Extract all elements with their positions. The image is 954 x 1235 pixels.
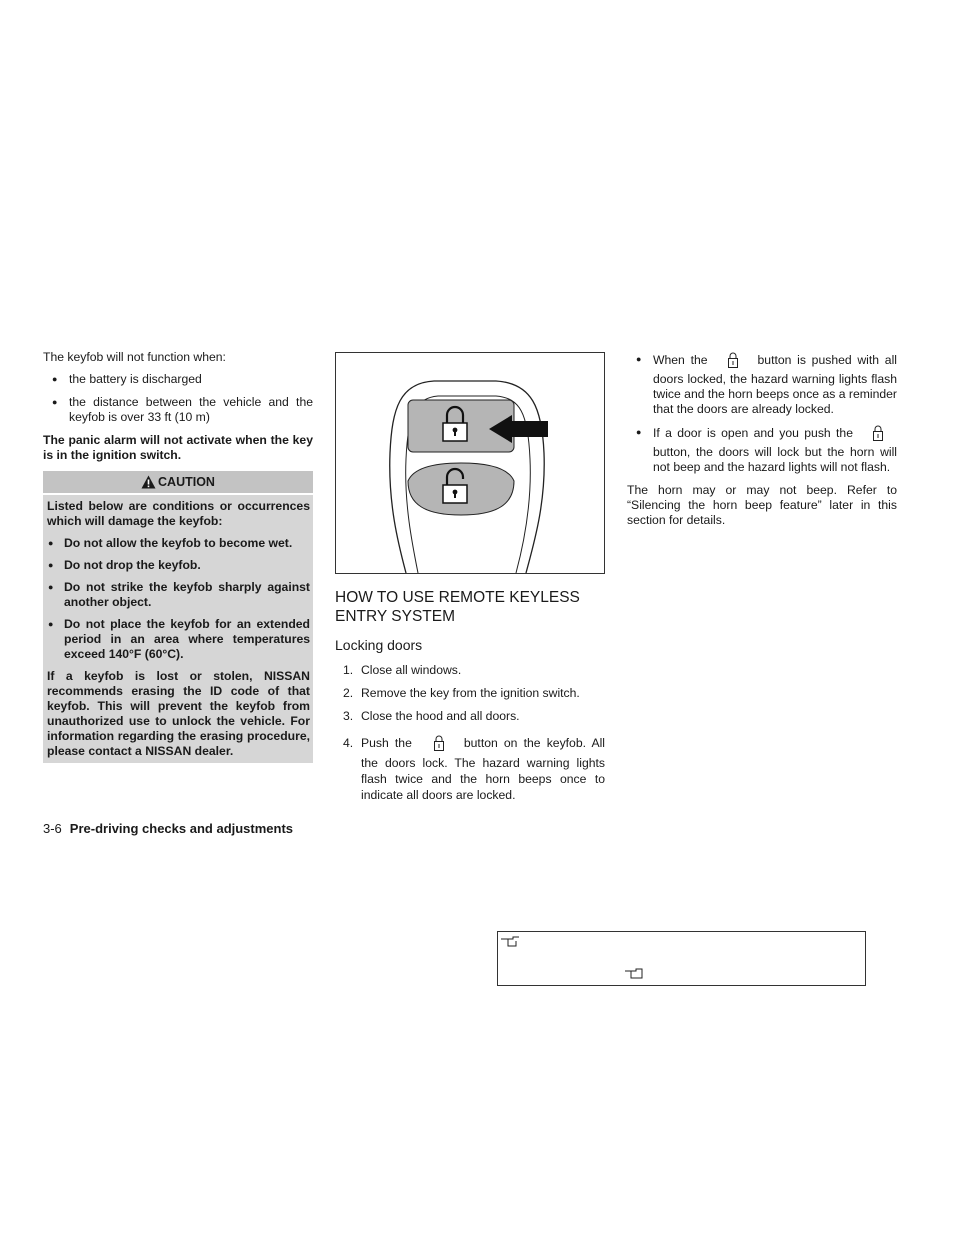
- list-item: [335, 686, 605, 701]
- step-number: 4.: [343, 736, 354, 750]
- step-number: 2.: [343, 686, 354, 700]
- step-text: Push the: [361, 736, 412, 750]
- pointing-hand-icon: [624, 967, 644, 985]
- list-item: [627, 425, 897, 475]
- step-text: Remove the key from the ignition switch.: [361, 686, 580, 700]
- list-item: ● the battery is discharged: [43, 372, 313, 387]
- lock-icon: [434, 735, 444, 755]
- right-column: [627, 352, 897, 528]
- list-item: [335, 735, 605, 803]
- section-heading: HOW TO USE REMOTE KEYLESS ENTRY SYSTEM: [335, 589, 580, 625]
- step-text: button on the keyfob. All the doors lock. The hazard warning lights flash twice and the horn beeps once to indicate all doors are locked.: [361, 736, 606, 802]
- lost-keyfob-note: If a keyfob is lost or stolen, NISSAN recommends erasing the ID code of that keyfob. This will prevent the keyfob from unauthorized use to unlock the vehicle. For information regarding the erasing procedure, please contact a NISSAN dealer.: [47, 669, 310, 758]
- step-number: 3.: [343, 709, 354, 723]
- lock-icon: [873, 425, 883, 445]
- warning-triangle-icon: [141, 475, 156, 489]
- keyfob-illustration: [335, 352, 605, 574]
- caution-header: [43, 471, 313, 495]
- step-number: 1.: [343, 663, 354, 677]
- caution-title: CAUTION: [158, 474, 215, 489]
- page-footer: [43, 821, 293, 836]
- list-item: ● Do not allow the keyfob to become wet.: [47, 536, 310, 551]
- list-item: [335, 663, 605, 678]
- condition-list: [43, 372, 313, 425]
- page-number: 3-6: [43, 821, 62, 836]
- step-text: Close all windows.: [361, 663, 462, 677]
- list-item: ● the distance between the vehicle and the keyfob is over 33 ft (10 m): [43, 395, 313, 425]
- list-item: [627, 352, 897, 417]
- panic-alarm-note: The panic alarm will not activate when the key is in the ignition switch.: [43, 433, 313, 462]
- horn-note: The horn may or may not beep. Refer to “Silencing the horn beep feature” later in this section for details.: [627, 483, 897, 527]
- lock-icon: [728, 352, 738, 372]
- lock-behavior-list: [627, 352, 897, 475]
- steps-list: [335, 663, 605, 803]
- step-text: Close the hood and all doors.: [361, 709, 520, 723]
- list-item: ● Do not drop the keyfob.: [47, 558, 310, 573]
- list-item: ● Do not strike the keyfob sharply against another object.: [47, 580, 310, 610]
- caution-list: [47, 536, 310, 662]
- list-item: [335, 709, 605, 724]
- bullet-text: If a door is open and you push the: [653, 426, 853, 440]
- reference-box: [497, 931, 866, 986]
- caution-box: [43, 471, 313, 763]
- subsection-heading: Locking doors: [335, 637, 423, 653]
- caution-intro: Listed below are conditions or occurrences which will damage the keyfob:: [47, 499, 310, 528]
- list-item: ● Do not place the keyfob for an extended period in an area where temperatures exceed 140°F (60°C).: [47, 617, 310, 662]
- bullet-text: button, the doors will lock but the horn will not beep and the hazard lights will not flash.: [653, 445, 897, 474]
- middle-column: [335, 352, 605, 811]
- bullet-text: button is pushed with all doors locked, the hazard warning lights flash twice and the horn beeps once as a reminder that the doors are already locked.: [653, 353, 897, 416]
- bullet-text: When the: [653, 353, 708, 367]
- section-title: Pre-driving checks and adjustments: [69, 821, 294, 836]
- pointing-hand-icon: [500, 934, 520, 952]
- keyfob-intro: The keyfob will not function when:: [43, 350, 226, 364]
- left-column: [43, 350, 313, 763]
